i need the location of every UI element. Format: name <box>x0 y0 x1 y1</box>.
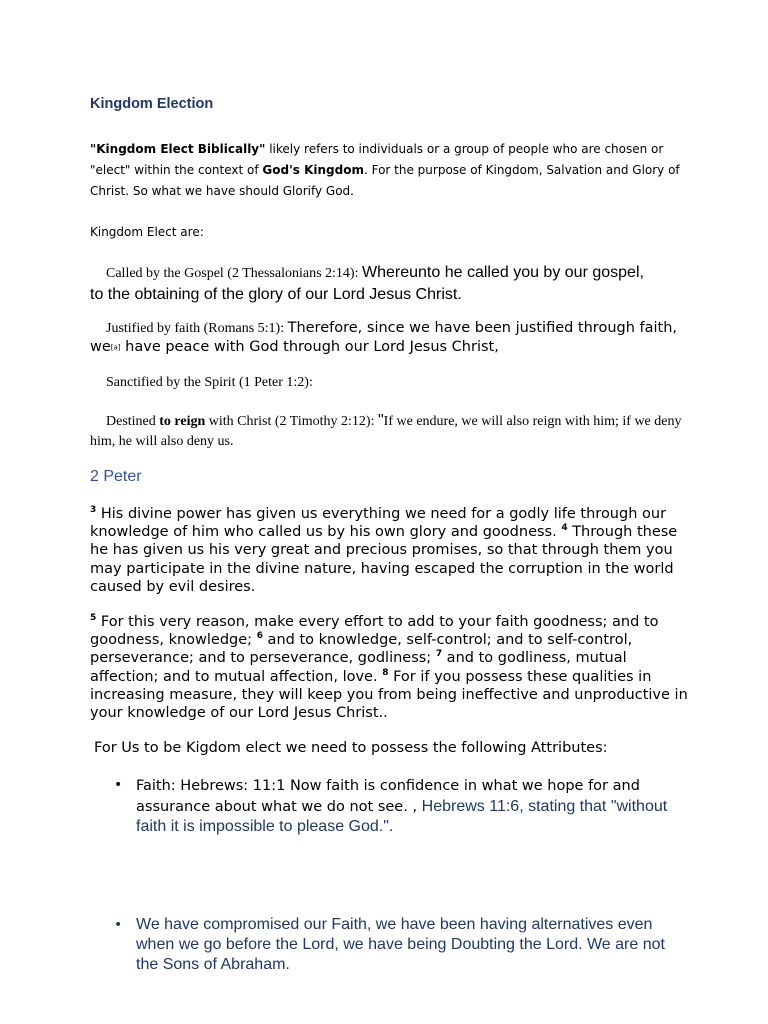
footnote-mark: [a] <box>110 343 121 352</box>
list-item-text-blue: We have compromised our Faith, we have been having alternatives even when we go before the Lord, we have being Doubting the Lord. We are not the Sons of Abraham. <box>136 915 665 973</box>
section-subheading: 2 Peter <box>90 468 142 485</box>
verse-number: 4 <box>561 523 568 534</box>
elect-label: Kingdom Elect are: <box>90 225 204 239</box>
item-called <box>90 262 650 305</box>
attributes-line: For Us to be Kigdom elect we need to possess the following Attributes: <box>94 740 608 756</box>
verse-number: 3 <box>90 505 97 516</box>
list-item <box>114 776 676 837</box>
intro-text-end: . For the purpose of Kingdom, Salvation and Glory of Christ. So what we have should Glorify God. <box>90 163 680 198</box>
list-item <box>114 915 676 975</box>
item-justified-ref: Justified by faith (Romans 5:1): <box>106 321 288 336</box>
intro-bold-term: "Kingdom Elect Biblically" <box>90 142 266 156</box>
intro-bold-kingdom: God's Kingdom <box>262 163 364 177</box>
verse-number: 8 <box>382 667 389 678</box>
item-destined-quote-open: " <box>377 412 384 429</box>
verse-text: and to knowledge, self-control; and to self-control, perseverance; and to perseverance, godliness; <box>90 632 633 667</box>
item-justified-quote-b: have peace with God through our Lord Jesus Christ, <box>120 339 499 355</box>
intro-text: likely refers to individuals or a group of people who are chosen or "elect" within the context of <box>90 142 664 177</box>
attributes-list <box>114 776 674 973</box>
verse-text: Through these he has given us his very great and precious promises, so that through them you may participate in the divine nature, having escaped the corruption in the world caused by evil desires. <box>90 524 678 595</box>
verse-text: His divine power has given us everything we need for a godly life through our knowledge of him who called us by his own glory and goodness. <box>90 506 667 541</box>
verse-number: 6 <box>256 631 263 642</box>
verse-block-2 <box>90 613 690 722</box>
item-sanctified <box>90 373 313 391</box>
document-title: Kingdom Election <box>90 96 214 112</box>
list-item-text-blue: Hebrews 11:6, stating that "without faith it is impossible to please God.". <box>136 797 668 835</box>
verse-number: 5 <box>90 613 97 624</box>
intro-paragraph <box>90 139 680 202</box>
item-destined <box>90 411 682 452</box>
list-item-text: Faith: Hebrews: 11:1 Now faith is confidence in what we hope for and assurance about what we do not see. , <box>136 778 640 815</box>
item-sanctified-ref: Sanctified by the Spirit (1 Peter 1:2): <box>106 375 313 390</box>
item-called-quote: Whereunto he called you by our gospel, to the obtaining of the glory of our Lord Jesus Christ. <box>90 264 644 303</box>
bullet-icon: • <box>114 916 123 933</box>
verse-text: For this very reason, make every effort to add to your faith goodness; and to goodness, knowledge; <box>90 614 659 649</box>
item-justified-quote-a: Therefore, since we have been justified through faith, we <box>90 320 678 355</box>
item-called-ref: Called by the Gospel (2 Thessalonians 2:14): <box>106 266 362 281</box>
item-destined-quote: If we endure, we will also reign with him; if we deny him, he will also deny us. <box>90 414 682 449</box>
verse-number: 7 <box>435 649 443 660</box>
bullet-icon: • <box>114 777 123 793</box>
verse-text: and to godliness, mutual affection; and to mutual affection, love. <box>90 650 627 685</box>
item-justified <box>90 319 680 356</box>
verse-text: For if you possess these qualities in increasing measure, they will keep you from being ineffective and unproductive in your knowledge of our Lord Jesus Christ.. <box>90 668 688 722</box>
item-destined-bold: to reign <box>159 414 206 429</box>
verse-block-1 <box>90 505 690 596</box>
item-destined-ref-b: with Christ (2 Timothy 2:12): <box>205 414 378 429</box>
item-destined-ref-a: Destined <box>106 414 160 429</box>
